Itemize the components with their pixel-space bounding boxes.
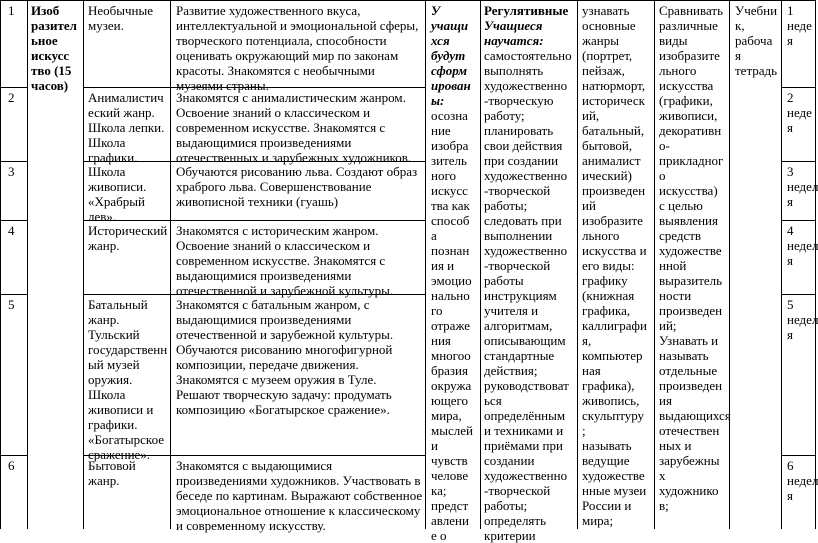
col-divider [170,0,171,529]
week-label: 6 недел я [787,458,818,503]
col-divider [577,0,578,529]
row-divider [781,220,816,221]
regulative-title: Регулятивные [484,3,569,18]
row-number: 5 [8,297,15,312]
week-label: 5 недел я [787,297,818,342]
table-border-top [0,0,816,1]
week-label: 3 недел я [787,164,818,209]
lesson-content: Знакомятся с анималистическим жанром. Освоение знаний о классическом и современном искусстве. Знакомятся с выдающимися произведениями отечественных и зарубежных художников. [176,90,412,165]
week-label: 4 недел я [787,223,818,268]
row-divider [0,220,28,221]
lesson-content: Знакомятся с историческим жанром. Освоение знаний о классическом и современном искусстве. Знакомятся с выдающимися произведениями отечественной и зарубежной культуры. [176,223,394,298]
row-divider [0,455,28,456]
row-number: 3 [8,164,15,179]
lesson-content: Развитие художественного вкуса, интеллектуальной и эмоциональной сферы, творческого потенциала, способности оценивать окружающий мир по законам красоты. Знакомятся с необычными музеями страны. [176,3,419,93]
col-divider [425,0,426,529]
lesson-topic: Школа живописи. «Храбрый лев». [88,164,147,224]
compare-text: Сравнивать различные виды изобразите льного искусства (графики, живописи, декоративн о- прикладног о искусства) с целью выявления средств художестве нной выразитель ности произведен ий; Узнавать и называть отдельные произведен ия выдающихся отечествен ных и зарубежны х художнико в; [659,3,731,513]
cognitive-text: узнавать основные жанры (портрет, пейзаж, натюрморт, историческ ий, батальный, бытовой, анималист ический) произведен ий изобразите льного искусства и его виды: графику (книжная графика, каллиграфи я, компьютер ная графика), живопись, скульптуру ; называть ведущие художестве нные музеи России и мира; [582,3,647,528]
lesson-content: Знакомятся с выдающимися произведениями художников. Участвовать в беседе по картинам. Выражают собственное эмоциональное отношение к классическому и современному искусству. [176,458,423,533]
col-divider [83,0,84,529]
lesson-topic: Бытовой жанр. [88,458,136,488]
row-divider [0,87,28,88]
row-number: 2 [8,90,15,105]
week-label: 1 неде я [787,3,812,48]
row-divider [0,294,28,295]
row-number: 1 [8,3,15,18]
lesson-content: Обучаются рисованию льва. Создают образ храброго льва. Совершенствование живописной техники (гуашь) [176,164,418,209]
lesson-topic: Исторический жанр. [88,223,168,253]
outcomes-heading: У учащи хся будут сформ ирован ы: [431,3,471,108]
week-label: 2 неде я [787,90,812,135]
lesson-topic: Необычные музеи. [88,3,154,33]
row-number: 4 [8,223,15,238]
regulative-subtitle: Учащиеся научатся: [484,18,544,48]
lesson-content: Знакомятся с батальным жанром, с выдающимися произведениями отечественной и зарубежной культуры. Обучаются рисованию многофигурной композиции, передаче движения. Знакомятся с музеем оружия в Туле. Решают творческую задачу: продумать композицию «Богатырское сражение». [176,297,394,417]
col-divider [27,0,28,529]
row-divider [781,161,816,162]
lesson-topic: Анималистич еский жанр. Школа лепки. Школа графики. [88,90,165,165]
row-divider [781,87,816,88]
row-divider [0,161,28,162]
col-divider [654,0,655,529]
table-border-left [0,0,1,529]
outcomes-text: осозна ние изобра зитель ного искусс тва как способ а познан ия и эмоцио нально го отраже ния многоо бразия окружа ющего мира, мыслей и чувств челове ка; предст авлени е о [431,108,473,543]
row-divider [781,294,816,295]
col-divider [480,0,481,529]
section-title: Изоб разител ьное искусс тво (15 часов) [31,3,77,93]
row-divider [781,455,816,456]
row-number: 6 [8,458,15,473]
col-divider [781,0,782,529]
regulative-text: самостоятельно выполнять художественно -творческую работу; планировать свои действия при создании художественно -творческой работы; следовать при выполнении художественно -творческой работы инструкциям учителя и алгоритмам, описывающим стандартные действия; руководствоват ься определённым и техниками и приёмами при создании художественно -творческой работы; определять критерии [484,48,572,543]
lesson-topic: Батальный жанр. Тульский государственн ый музей оружия. Школа живописи и графики. «Богатырское сражение». [88,297,168,462]
resources-text: Учебни к, рабоча я тетрадь [735,3,778,78]
